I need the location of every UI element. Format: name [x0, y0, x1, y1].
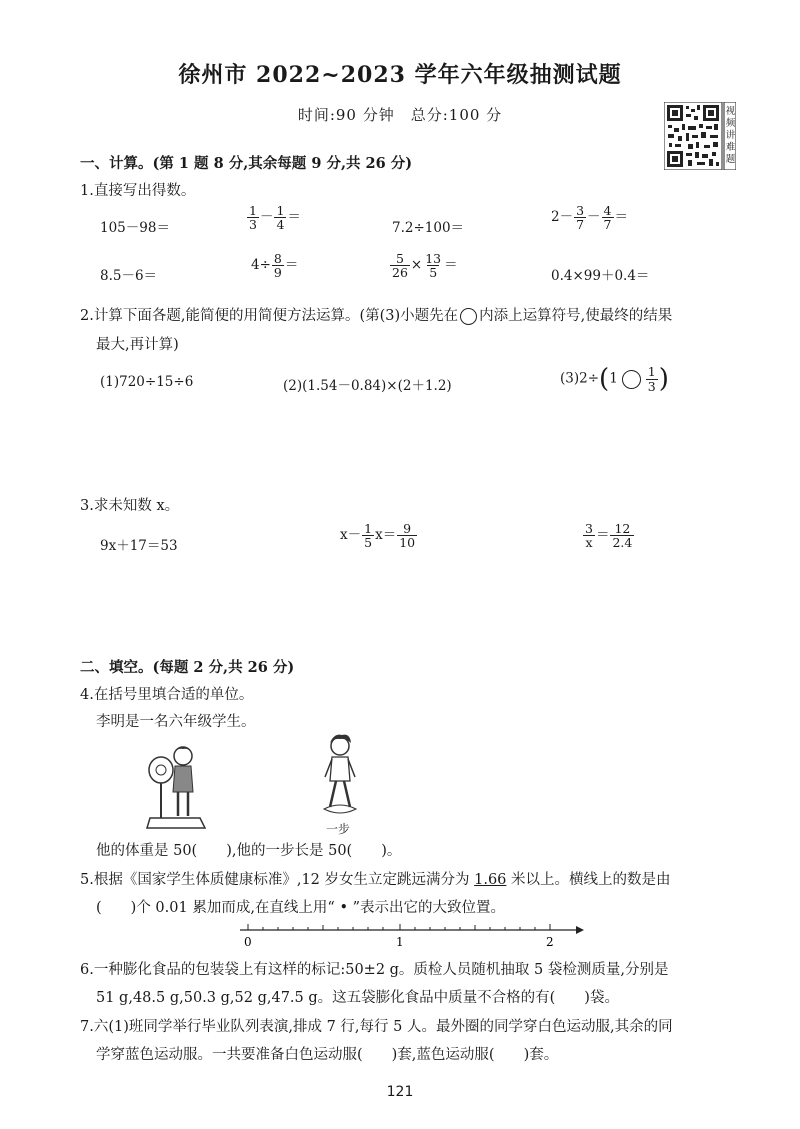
q3-equation-3: [582, 522, 635, 549]
q1-item-g: [389, 252, 458, 279]
operator: ×: [410, 257, 423, 274]
fraction: [274, 204, 286, 231]
q5-text: 5.根据《国家学生体质健康标准》,12 岁女生立定跳远满分为: [80, 872, 475, 888]
q4-sub: 李明是一名六年级学生。: [96, 714, 256, 730]
exam-subtitle: 时间:90 分钟 总分:100 分: [297, 106, 503, 124]
q2-label: [80, 304, 672, 325]
fraction: [610, 522, 634, 549]
q2-label-part-b: 内添上运算符号,使最终的结果: [479, 308, 673, 324]
q1-item-a: 105－98＝: [100, 220, 170, 236]
denominator: x: [585, 535, 593, 551]
q2-problem-3: [560, 364, 669, 394]
fraction: [362, 522, 374, 549]
numerator: 5: [395, 251, 404, 266]
numerator: 1: [364, 521, 373, 536]
q1-label: 1.直接写出得数。: [80, 183, 196, 199]
q5-line2: ( )个 0.01 累加而成,在直线上用“ • ”表示出它的大致位置。: [96, 900, 506, 916]
q6-line1: 6.一种膨化食品的包装袋上有这样的标记:50±2 g。质检人员随机抽取 5 袋检测质量,分别是: [80, 962, 669, 978]
numerator: 12: [614, 521, 631, 536]
q5-value: 1.66: [474, 872, 507, 888]
denominator: 3: [249, 217, 257, 233]
fraction: [272, 252, 284, 279]
operand: 1: [609, 370, 618, 387]
q1-item-f: [251, 252, 298, 279]
tick-label-1: 1: [396, 935, 404, 949]
numerator: 4: [603, 203, 612, 218]
q7-line1: 7.六(1)班同学举行毕业队列表演,排成 7 行,每行 5 人。最外圈的同学穿白色运动服,其余的同: [80, 1019, 673, 1035]
fraction: [247, 204, 259, 231]
q5-line1: [80, 868, 671, 889]
numerator: 8: [273, 251, 282, 266]
q2-problem-1: (1)720÷15÷6: [100, 374, 194, 390]
right-paren: ): [658, 364, 669, 394]
denominator: 7: [576, 217, 585, 233]
fraction: [583, 522, 595, 549]
denominator: 9: [273, 265, 282, 281]
numerator: 3: [576, 203, 585, 218]
equals: ＝: [595, 527, 610, 544]
numerator: 3: [585, 521, 593, 536]
fraction: [574, 204, 586, 231]
q1-item-h: 0.4×99＋0.4＝: [551, 268, 650, 284]
fraction: [602, 204, 614, 231]
tick-label-0: 0: [244, 935, 252, 949]
qr-label: 视频讲难题: [725, 106, 736, 165]
section1-heading: 一、计算。(第 1 题 8 分,其余每题 9 分,共 26 分): [80, 155, 413, 172]
denominator: 7: [603, 217, 612, 233]
blank-circle-icon: [460, 308, 477, 325]
prefix: 2－: [551, 209, 574, 226]
q2-label-part-a: 2.计算下面各题,能简便的用简便方法运算。(第(3)小题先在: [80, 308, 459, 324]
number-line[interactable]: [236, 920, 586, 950]
blank-circle-icon[interactable]: [622, 370, 641, 389]
qr-code-icon: [664, 102, 736, 170]
numerator: 13: [425, 251, 442, 266]
q1-item-e: 8.5－6＝: [100, 268, 158, 284]
equals: ＝: [444, 257, 458, 274]
denominator: 26: [392, 265, 408, 281]
section2-heading: 二、填空。(每题 2 分,共 26 分): [80, 659, 295, 676]
denominator: 4: [276, 217, 285, 233]
prefix: x－: [340, 527, 362, 544]
denominator: 10: [399, 535, 416, 551]
q2-label-cont: 最大,再计算): [96, 337, 179, 353]
denominator: 3: [647, 378, 656, 394]
fraction: [646, 365, 658, 392]
prefix: 4÷: [251, 257, 271, 274]
numerator: 1: [647, 364, 656, 380]
denominator: 5: [429, 265, 438, 281]
q4-label: 4.在括号里填合适的单位。: [80, 687, 254, 703]
step-label: 一步: [326, 822, 351, 836]
denominator: 2.4: [612, 535, 633, 551]
equals: ＝: [284, 257, 299, 274]
q2-problem-2: (2)(1.54－0.84)×(2＋1.2): [283, 378, 452, 394]
q5-text-cont: 米以上。横线上的数是由: [506, 872, 671, 888]
q1-item-d: [551, 204, 628, 231]
equals: ＝: [614, 209, 628, 226]
operator: －: [259, 209, 274, 226]
q7-line2: 学穿蓝色运动服。一共要准备白色运动服( )套,蓝色运动服( )套。: [96, 1047, 559, 1063]
page-number: 121: [386, 1084, 414, 1100]
q4-answer: 他的体重是 50( ),他的一步长是 50( )。: [96, 843, 402, 859]
q1-item-c: 7.2÷100＝: [392, 220, 465, 236]
q6-line2: 51 g,48.5 g,50.3 g,52 g,47.5 g。这五袋膨化食品中质量不合格的有( )袋。: [96, 990, 619, 1006]
q3-equation-1: 9x＋17＝53: [100, 538, 178, 554]
child-on-scale-illustration: [145, 740, 210, 835]
exam-title: 徐州市 2022~2023 学年六年级抽测试题: [178, 62, 622, 88]
q1-item-b: [246, 204, 301, 231]
prefix: (3)2÷: [560, 370, 600, 387]
walking-child-illustration: [316, 733, 364, 821]
numerator: 1: [276, 203, 285, 218]
operator: －: [587, 209, 601, 226]
left-paren: (: [599, 364, 610, 394]
q3-equation-2: [340, 522, 418, 549]
denominator: 5: [364, 535, 373, 551]
variable: x＝: [375, 527, 397, 544]
fraction: [397, 522, 417, 549]
numerator: 1: [249, 203, 257, 218]
equals: ＝: [287, 209, 301, 226]
fraction: [390, 252, 410, 279]
numerator: 9: [403, 521, 412, 536]
fraction: [423, 252, 443, 279]
tick-label-2: 2: [546, 935, 554, 949]
q3-label: 3.求未知数 x。: [80, 498, 180, 514]
